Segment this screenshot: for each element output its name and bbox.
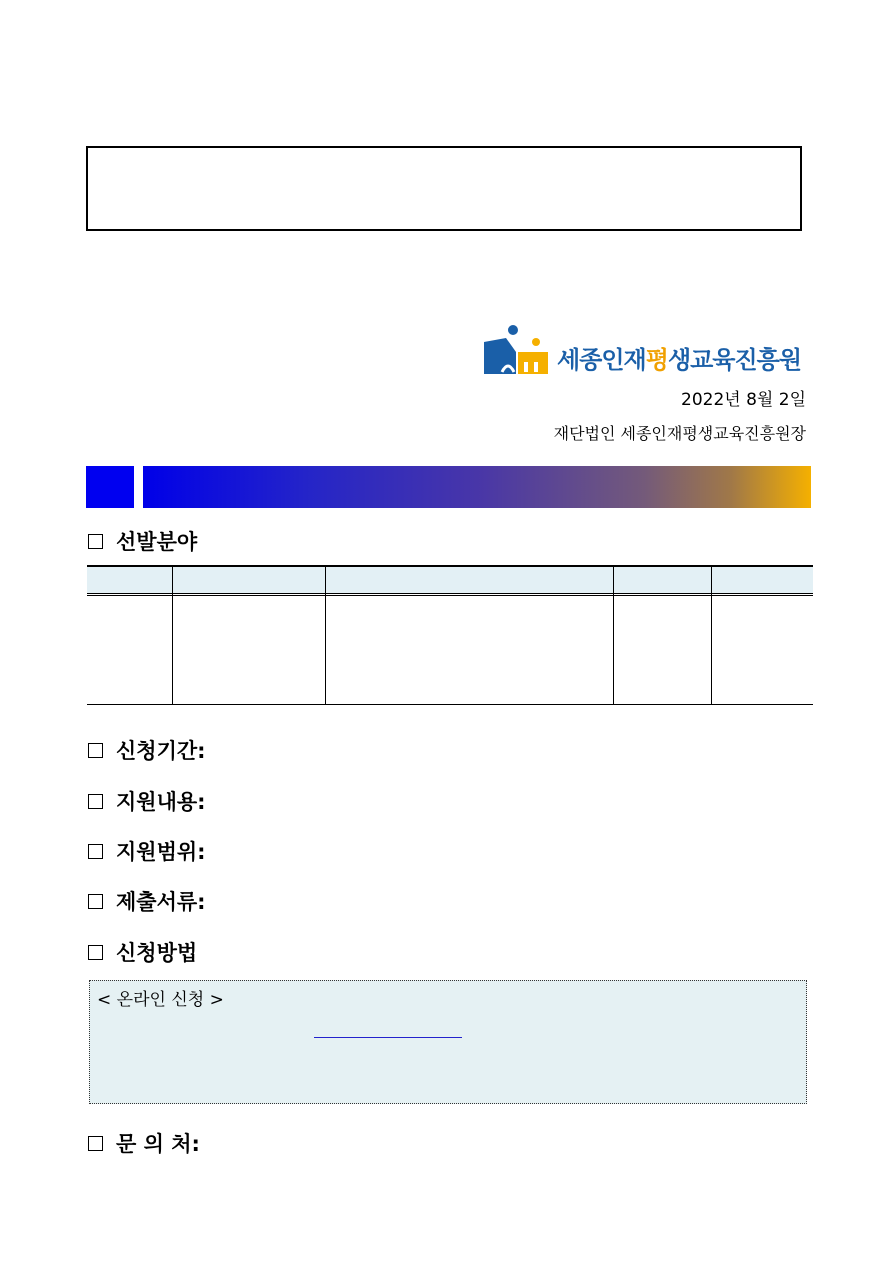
- section-support-scope: [88, 836, 206, 866]
- online-application-box: [89, 980, 807, 1104]
- checkbox-square-icon: [88, 794, 103, 809]
- org-logo: [482, 322, 812, 378]
- banner-square: [86, 466, 134, 508]
- section-title: 신청방법: [116, 941, 198, 965]
- section-title: 문 의 처:: [116, 1132, 200, 1156]
- checkbox-square-icon: [88, 1136, 103, 1151]
- section-contact: [88, 1128, 200, 1158]
- section-title: 제출서류:: [116, 890, 206, 914]
- section-title: 지원범위:: [116, 840, 206, 864]
- checkbox-square-icon: [88, 844, 103, 859]
- table-header-divider: [87, 593, 813, 596]
- section-title: 지원내용:: [116, 790, 206, 814]
- online-application-label: < 온라인 신청 >: [97, 990, 224, 1010]
- issuer-name: 재단법인 세종인재평생교육진흥원장: [553, 424, 806, 443]
- checkbox-square-icon: [88, 945, 103, 960]
- title-box: [86, 146, 802, 231]
- logo-text: 세종인재평생교육진흥원: [557, 346, 802, 374]
- checkbox-square-icon: [88, 534, 103, 549]
- selection-table: [87, 565, 813, 706]
- section-support-content: [88, 786, 206, 816]
- notice-date: 2022년 8월 2일: [681, 390, 806, 410]
- section-application-period: [88, 735, 206, 765]
- checkbox-square-icon: [88, 743, 103, 758]
- table-column-divider: [172, 565, 173, 705]
- section-documents: [88, 886, 206, 916]
- section-title: 신청기간:: [116, 739, 206, 763]
- section-selection-field: [88, 526, 197, 556]
- application-link[interactable]: [314, 1037, 462, 1038]
- table-bottom-border: [87, 704, 813, 705]
- org-logo-icon: [482, 322, 552, 376]
- table-column-divider: [613, 565, 614, 705]
- section-application-method: [88, 937, 197, 967]
- table-column-divider: [325, 565, 326, 705]
- section-title: 선발분야: [116, 530, 198, 554]
- banner-gradient-bar: [143, 466, 811, 508]
- table-column-divider: [711, 565, 712, 705]
- checkbox-square-icon: [88, 894, 103, 909]
- table-header-row: [87, 565, 813, 593]
